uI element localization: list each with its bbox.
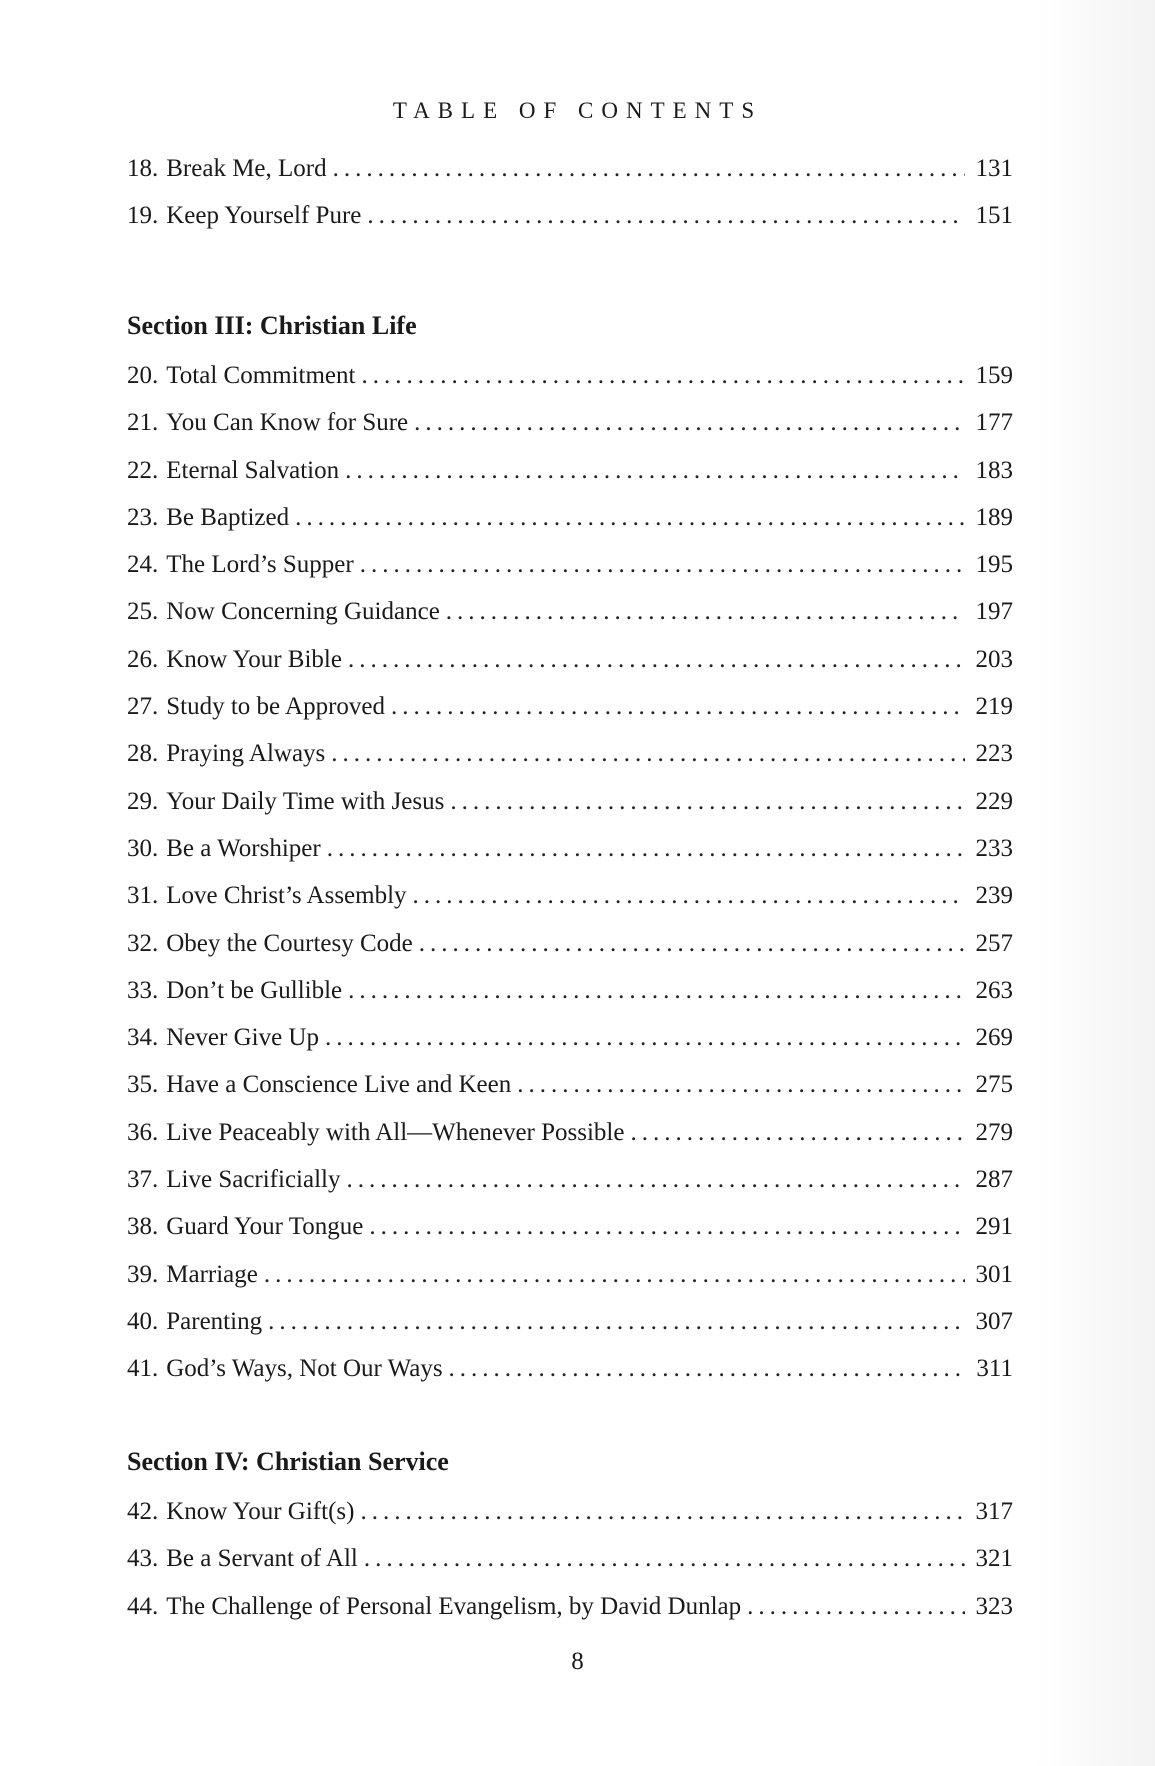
dot-leader [325,1014,965,1061]
dot-leader [630,1109,965,1156]
entry-number: 42. [127,1498,159,1525]
page-number: 8 [571,1648,584,1675]
entry-number: 23. [127,503,159,531]
entry-number: 29. [127,787,159,815]
entry-title: Parenting [166,1307,263,1335]
entry-page: 275 [975,1071,1013,1099]
entry-number: 25. [127,598,159,626]
entry-title: Don’t be Gullible [166,976,343,1004]
entry-title: Be Baptized [166,503,290,531]
entry-number: 37. [127,1166,159,1194]
entry-page: 229 [975,787,1013,815]
entry-number: 39. [127,1260,159,1288]
entry-page: 151 [975,202,1013,230]
dot-leader [364,1535,965,1582]
entry-page: 223 [975,740,1013,768]
entry-number: 41. [127,1355,159,1383]
entry-page: 317 [975,1498,1013,1525]
entry-page: 263 [975,976,1013,1004]
entry-page: 307 [975,1307,1013,1335]
entry-page: 159 [975,362,1013,389]
toc-entry[interactable] [127,636,1013,683]
entry-title: Eternal Salvation [166,456,340,484]
entry-number: 28. [127,740,159,768]
dot-leader [450,778,965,825]
entry-page: 321 [975,1545,1013,1573]
running-head: TABLE OF CONTENTS [392,98,763,123]
entry-number: 31. [127,882,159,910]
toc-entry[interactable] [127,1298,1013,1345]
entry-title: Marriage [166,1260,258,1288]
entry-number: 27. [127,693,159,721]
entry-title: Obey the Courtesy Code [166,929,413,957]
entry-page: 257 [975,929,1013,957]
dot-leader [264,1251,965,1298]
entry-number: 43. [127,1545,159,1573]
toc-entry[interactable] [127,1156,1013,1203]
dot-leader [345,447,965,494]
dot-leader [367,192,965,239]
entry-number: 32. [127,929,159,957]
entry-title: God’s Ways, Not Our Ways [166,1355,443,1383]
toc-list [127,352,1013,1393]
entry-title: Have a Conscience Live and Keen [166,1071,512,1099]
entry-number: 20. [127,362,159,389]
entry-page: 177 [975,409,1013,437]
entry-number: 21. [127,409,159,437]
toc-entry[interactable] [127,399,1013,446]
entry-title: Never Give Up [166,1024,319,1052]
toc-entry[interactable] [127,1109,1013,1156]
toc-section-christian-life [127,306,1013,1393]
entry-number: 33. [127,976,159,1004]
dot-leader [517,1061,965,1108]
toc-list [127,1488,1013,1630]
entry-page: 131 [975,155,1013,182]
entry-page: 291 [975,1213,1013,1241]
entry-title: Keep Yourself Pure [166,202,362,230]
dot-leader [348,636,965,683]
dot-leader [449,1345,965,1392]
entry-title: Break Me, Lord [166,155,327,182]
entry-title: Be a Servant of All [166,1545,358,1573]
toc-entry[interactable] [127,1061,1013,1108]
toc-entry[interactable] [127,541,1013,588]
entry-number: 18. [127,155,159,182]
entry-number: 40. [127,1307,159,1335]
entry-number: 44. [127,1592,159,1620]
entry-title: The Lord’s Supper [166,551,354,579]
toc-entry[interactable] [127,1345,1013,1392]
section-heading: Section IV: Christian Service [127,1447,449,1476]
entry-title: Guard Your Tongue [166,1213,364,1241]
dot-leader [413,872,965,919]
toc-entry[interactable] [127,352,1013,399]
entry-number: 19. [127,202,159,230]
toc-entry[interactable] [127,778,1013,825]
toc-entry[interactable] [127,872,1013,919]
toc-entry[interactable] [127,494,1013,541]
entry-page: 233 [975,834,1013,862]
dot-leader [295,494,965,541]
dot-leader [361,352,965,399]
entry-page: 183 [975,456,1013,484]
dot-leader [346,1156,965,1203]
entry-page: 279 [975,1118,1013,1146]
entry-number: 35. [127,1071,159,1099]
entry-title: Love Christ’s Assembly [166,882,407,910]
dot-leader [360,541,965,588]
dot-leader [360,1488,965,1535]
toc-entry[interactable] [127,1535,1013,1582]
toc-entry[interactable] [127,967,1013,1014]
entry-page: 197 [975,598,1013,626]
dot-leader [414,399,965,446]
dot-leader [333,145,965,192]
toc-entry[interactable] [127,1203,1013,1250]
dot-leader [369,1203,965,1250]
entry-number: 36. [127,1118,159,1146]
entry-page: 219 [975,693,1013,721]
toc-entry[interactable] [127,1014,1013,1061]
entry-title: Your Daily Time with Jesus [166,787,445,815]
entry-page: 195 [975,551,1013,579]
toc-group-continued [127,145,1013,240]
toc-entry[interactable] [127,145,1013,192]
toc-entry[interactable] [127,825,1013,872]
dot-leader [446,588,965,635]
dot-leader [348,967,965,1014]
dot-leader [747,1583,965,1630]
entry-title: Be a Worshiper [166,834,321,862]
section-heading: Section III: Christian Life [127,311,417,340]
toc-entry[interactable] [127,920,1013,967]
entry-number: 24. [127,551,159,579]
entry-title: Know Your Gift(s) [166,1498,355,1525]
entry-title: Live Peaceably with All—Whenever Possible [166,1118,625,1146]
toc-entry[interactable] [127,588,1013,635]
entry-number: 26. [127,645,159,673]
dot-leader [268,1298,965,1345]
entry-page: 311 [976,1355,1013,1383]
toc-entry[interactable] [127,730,1013,777]
toc-entry[interactable] [127,1251,1013,1298]
page-gutter-shade [1035,0,1155,1766]
toc-section-christian-service [127,1442,1013,1630]
entry-number: 22. [127,456,159,484]
entry-title: You Can Know for Sure [166,409,409,437]
toc-list [127,145,1013,240]
toc-entry[interactable] [127,1583,1013,1630]
entry-number: 34. [127,1024,159,1052]
entry-title: The Challenge of Personal Evangelism, by David Dunlap [166,1592,742,1620]
dot-leader [419,920,965,967]
entry-page: 239 [975,882,1013,910]
dot-leader [391,683,965,730]
toc-entry[interactable] [127,683,1013,730]
entry-title: Study to be Approved [166,693,385,721]
entry-page: 323 [975,1592,1013,1620]
entry-page: 189 [975,503,1013,531]
entry-title: Praying Always [166,740,326,768]
entry-page: 287 [975,1166,1013,1194]
entry-number: 30. [127,834,159,862]
entry-title: Now Concerning Guidance [166,598,440,626]
toc-entry[interactable] [127,192,1013,239]
toc-entry[interactable] [127,1488,1013,1535]
toc-entry[interactable] [127,447,1013,494]
entry-page: 269 [975,1024,1013,1052]
entry-page: 301 [975,1260,1013,1288]
entry-title: Live Sacrificially [166,1166,341,1194]
entry-number: 38. [127,1213,159,1241]
dot-leader [327,825,965,872]
dot-leader [331,730,965,777]
entry-title: Know Your Bible [166,645,342,673]
entry-title: Total Commitment [166,362,356,389]
entry-page: 203 [975,645,1013,673]
